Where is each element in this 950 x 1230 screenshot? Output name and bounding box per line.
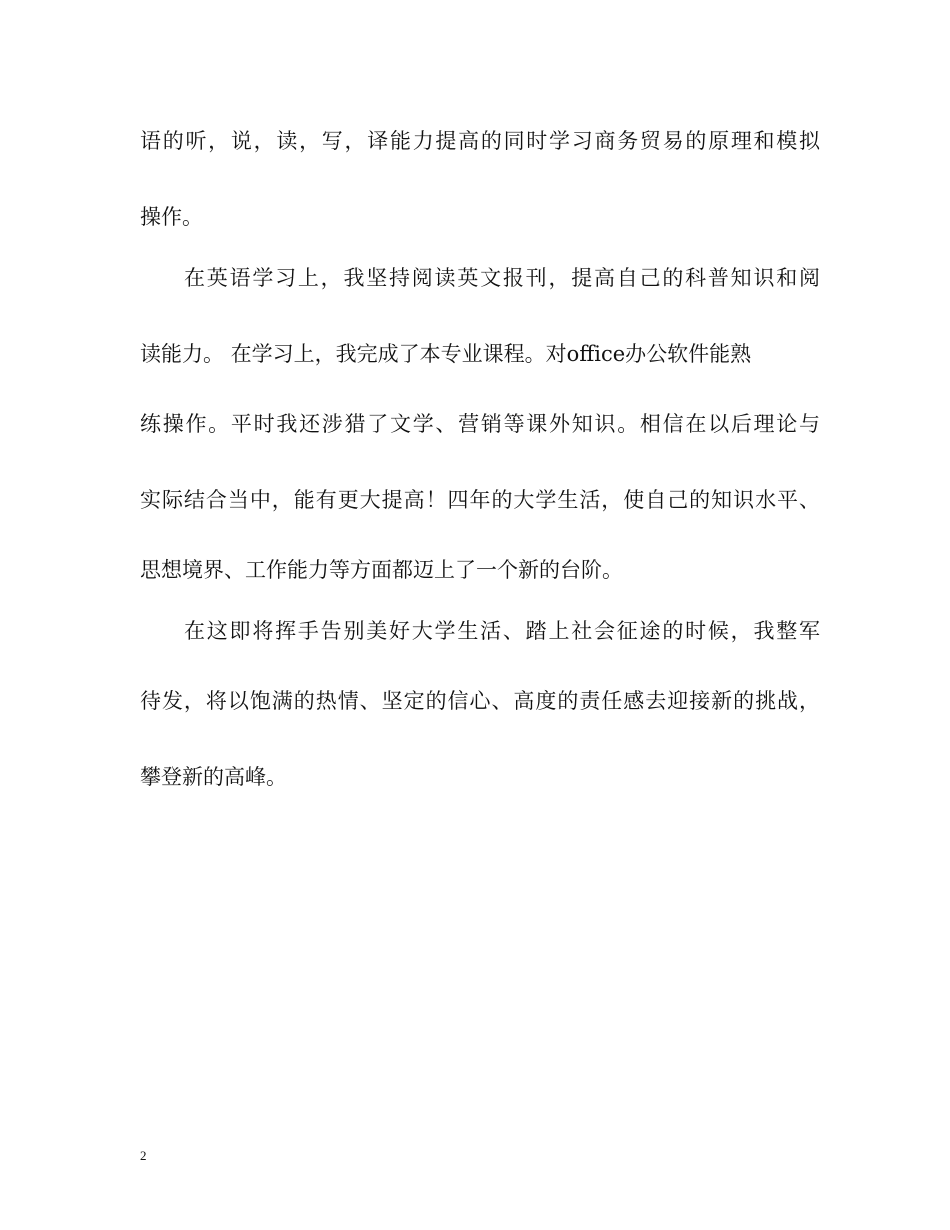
paragraph-line: 攀登新的高峰。 <box>140 765 287 789</box>
paragraph-line: 待发，将以饱满的热情、坚定的信心、高度的责任感去迎接新的挑战， <box>140 689 820 713</box>
paragraph-line: 练操作。平时我还涉猎了文学、营销等课外知识。相信在以后理论与 <box>140 412 820 436</box>
paragraph-line: 在这即将挥手告别美好大学生活、踏上社会征途的时候，我整军 <box>184 619 820 643</box>
paragraph-line: 在英语学习上，我坚持阅读英文报刊，提高自己的科普知识和阅 <box>184 266 820 290</box>
page-number: 2 <box>140 1148 147 1163</box>
paragraph-line: 实际结合当中，能有更大提高！四年的大学生活，使自己的知识水平、 <box>140 488 820 512</box>
paragraph-line: 读能力。 在学习上，我完成了本专业课程。对office办公软件能熟 <box>140 342 752 366</box>
paragraph-line: 语的听，说，读，写，译能力提高的同时学习商务贸易的原理和模拟 <box>140 129 820 153</box>
paragraph-line: 操作。 <box>140 205 203 229</box>
paragraph-line: 思想境界、工作能力等方面都迈上了一个新的台阶。 <box>140 558 623 582</box>
